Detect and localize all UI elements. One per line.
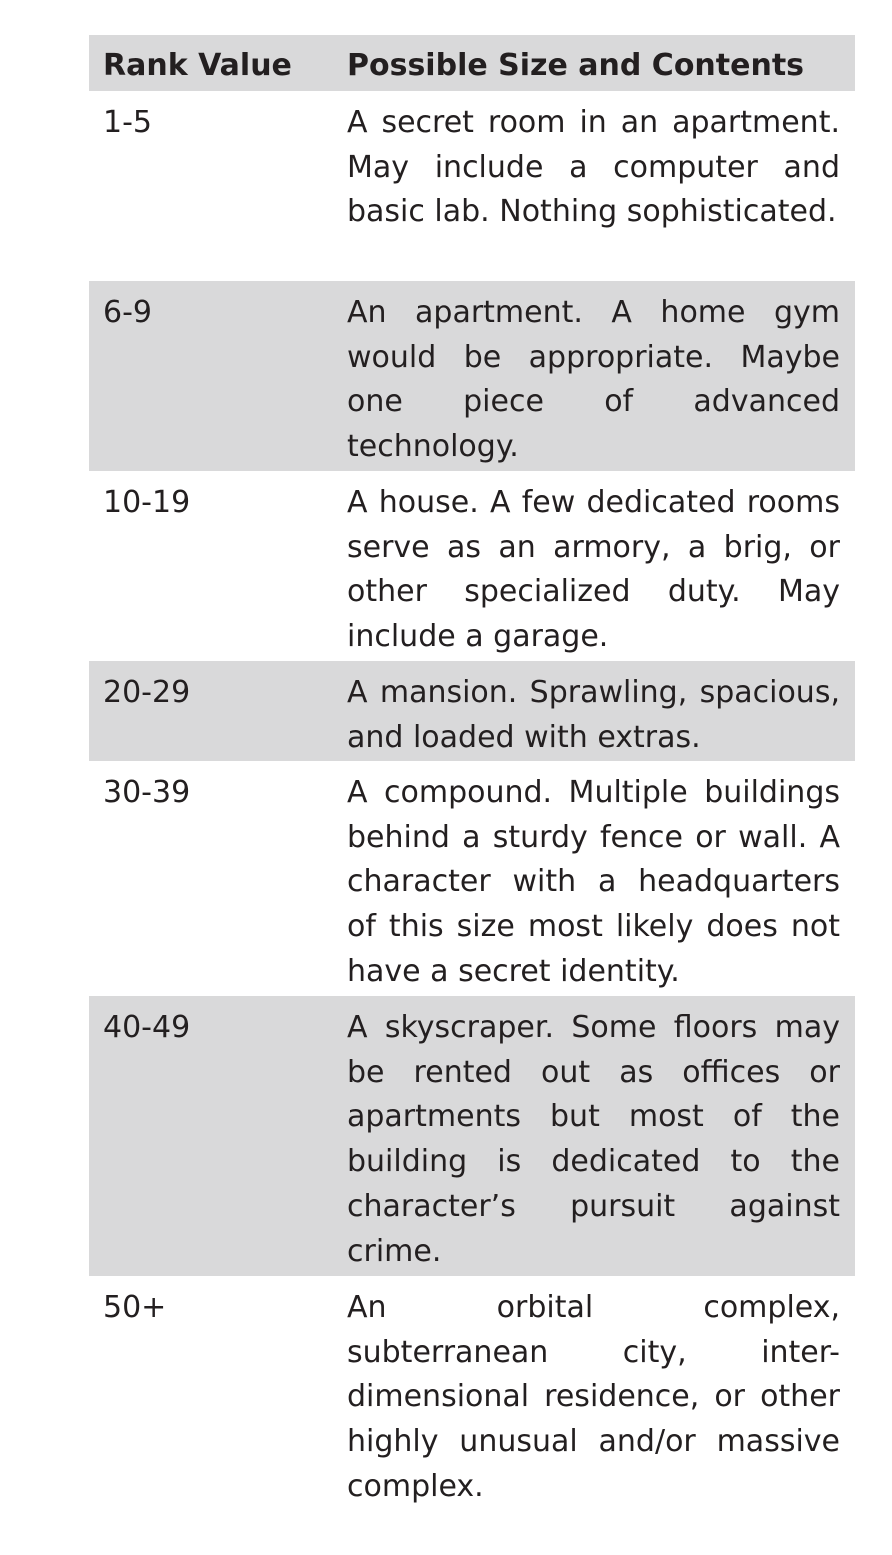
table-row — [89, 661, 855, 761]
table-row — [89, 471, 855, 661]
size-contents-cell: A secret room in an apartment. May include a computer and basic lab. Nothing sophisticated. — [347, 105, 840, 230]
size-contents-cell: A house. A few dedicated rooms serve as an armory, a brig, or other specialized duty. May include a garage. — [347, 485, 840, 655]
size-contents-cell: A mansion. Sprawling, spacious, and loaded with extras. — [347, 675, 840, 755]
table-header-row — [89, 35, 855, 91]
size-contents-cell: A compound. Multiple buildings behind a sturdy fence or wall. A character with a headquarters of this size most likely does not have a secret identity. — [347, 775, 840, 989]
table-row — [89, 996, 855, 1276]
size-contents-cell: An apartment. A home gym would be appropriate. Maybe one piece of advanced technology. — [347, 295, 840, 465]
table-row — [89, 761, 855, 996]
rank-value-cell: 40-49 — [103, 1010, 191, 1045]
rank-value-cell: 6-9 — [103, 295, 152, 330]
size-contents-cell: A skyscraper. Some floors may be rented out as offices or apartments but most of the building is dedicated to the character’s pursuit against crime. — [347, 1010, 840, 1269]
rank-value-cell: 20-29 — [103, 675, 191, 710]
headquarters-size-table — [89, 35, 855, 1511]
size-contents-column-header: Possible Size and Contents — [347, 48, 805, 83]
size-contents-cell: An orbital complex, subterranean city, inter-dimensional residence, or other highly unusual and/or massive complex. — [347, 1290, 840, 1504]
rank-value-cell: 1-5 — [103, 105, 152, 140]
rank-value-cell: 30-39 — [103, 775, 191, 810]
rank-value-cell: 50+ — [103, 1290, 167, 1325]
rank-value-cell: 10-19 — [103, 485, 191, 520]
table-row — [89, 91, 855, 281]
table-row — [89, 1276, 855, 1511]
rank-value-column-header: Rank Value — [103, 48, 292, 83]
table-row — [89, 281, 855, 471]
